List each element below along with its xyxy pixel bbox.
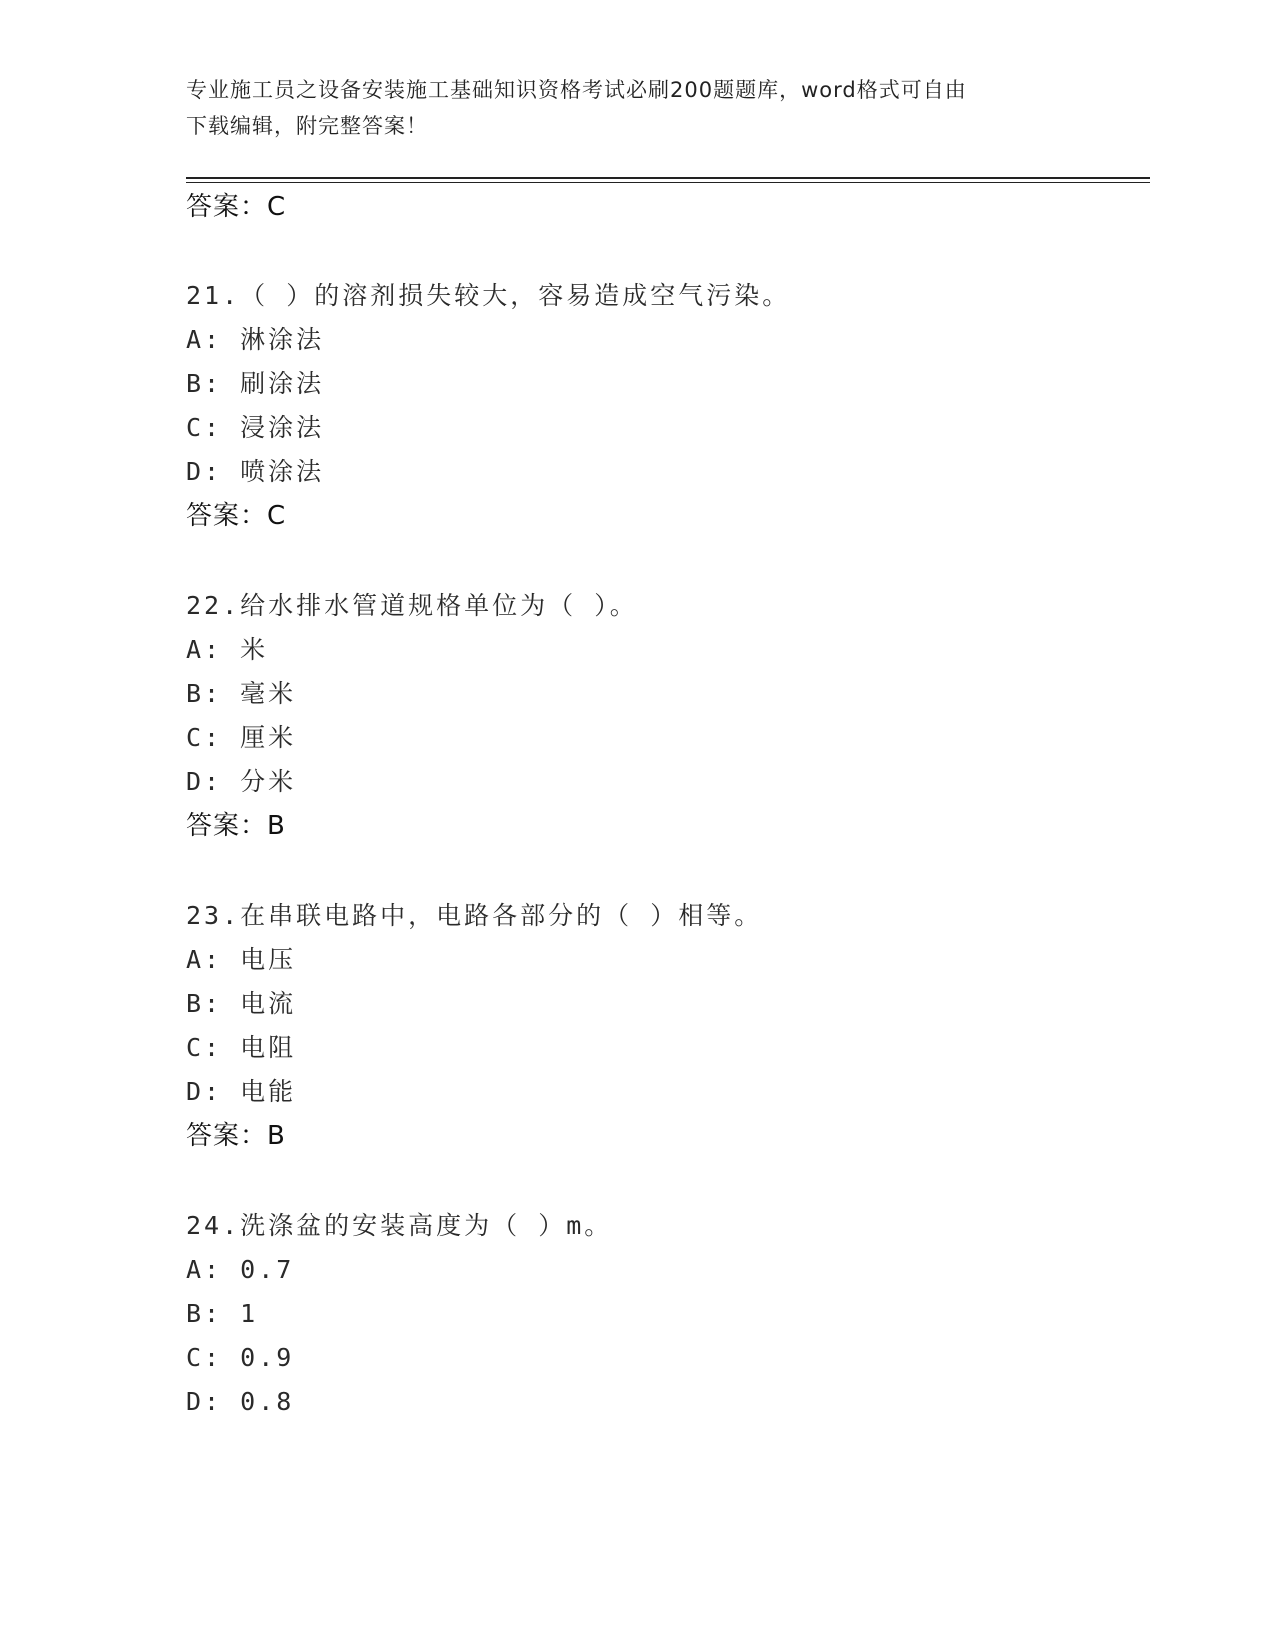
question-22-option-b: B: 毫米 [186,679,297,708]
question-23-option-d: D: 电能 [186,1077,297,1106]
previous-answer: 答案：C [186,192,287,222]
question-21-stem: 21.（ ）的溶剂损失较大，容易造成空气污染。 [186,281,791,310]
header-divider-thin [186,182,1150,183]
question-23-answer: 答案：B [186,1121,286,1151]
question-22-option-c: C: 厘米 [186,723,297,752]
question-23-option-c: C: 电阻 [186,1033,297,1062]
question-21-option-a: A: 淋涂法 [186,325,325,354]
question-22-stem: 22.给水排水管道规格单位为（ ）。 [186,591,638,620]
question-21-option-d: D: 喷涂法 [186,457,325,486]
question-22-option-d: D: 分米 [186,767,297,796]
header-divider-thick [186,177,1150,179]
question-23-stem: 23.在串联电路中，电路各部分的（ ）相等。 [186,901,763,930]
header-line-1: 专业施工员之设备安装施工基础知识资格考试必刷200题题库，word格式可自由 [186,78,967,102]
question-23-option-a: A: 电压 [186,945,297,974]
question-24-option-b: B: 1 [186,1299,259,1328]
question-24-stem: 24.洗涤盆的安装高度为（ ）m。 [186,1211,613,1240]
header-line-2: 下载编辑，附完整答案！ [186,114,428,138]
question-21-answer: 答案：C [186,501,287,531]
question-24-option-a: A: 0.7 [186,1255,295,1284]
question-23-option-b: B: 电流 [186,989,297,1018]
question-22-answer: 答案：B [186,811,286,841]
question-24-option-c: C: 0.9 [186,1343,295,1372]
question-22-option-a: A: 米 [186,635,269,664]
question-21-option-b: B: 刷涂法 [186,369,325,398]
question-24-option-d: D: 0.8 [186,1387,295,1416]
document-header [186,72,1066,144]
question-21-option-c: C: 浸涂法 [186,413,325,442]
